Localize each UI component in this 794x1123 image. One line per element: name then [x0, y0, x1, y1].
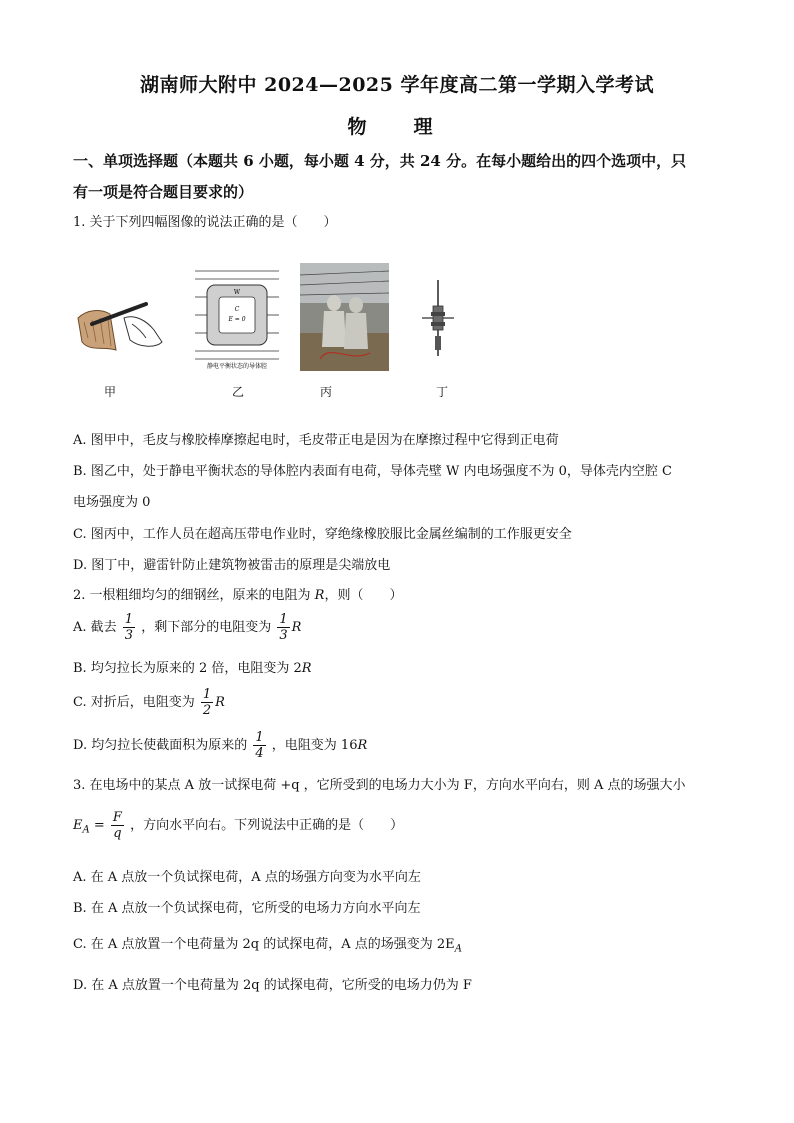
q2-a-text: A. 截去 — [73, 620, 117, 635]
yi-label-c: C — [234, 306, 240, 313]
figure-jia-image — [76, 290, 168, 360]
q1-option-b-line2: 电场强度为 0 — [73, 495, 151, 510]
subject-title: 物 理 — [347, 116, 447, 138]
q2-c-var: R — [215, 695, 225, 710]
q2-d-fraction — [253, 730, 265, 761]
q1-option-b-line1: B. 图乙中，处于静电平衡状态的导体腔内表面有电荷，导体壳壁 W 内电场强度不为 0，导体壳内空腔 C — [73, 464, 672, 479]
q3-eq-lhs: E — [73, 818, 83, 833]
q2-d-num: 1 — [255, 730, 264, 745]
q3-option-c-sub: A — [454, 943, 462, 955]
q2-c-num: 1 — [202, 687, 212, 702]
figure-ding-lightning-rod — [418, 278, 458, 360]
q2-a-den2: 3 — [279, 628, 288, 643]
figure-yi-diagram — [193, 263, 283, 371]
q2-stem-var: R — [314, 588, 325, 603]
yi-label-w: W — [233, 289, 241, 296]
q2-option-b — [73, 660, 312, 678]
q2-a-num: 1 — [124, 612, 134, 627]
q3-eq-num: F — [112, 810, 122, 825]
q2-stem — [73, 587, 402, 605]
q3-eq-den: q — [113, 826, 122, 841]
q2-option-d — [73, 730, 367, 761]
q2-c-den: 2 — [202, 703, 212, 718]
q3-stem-line2-text: ，方向水平向右。下列说法中正确的是（ ） — [130, 818, 404, 833]
section-heading-line2: 有一项是符合题目要求的） — [73, 183, 254, 201]
q2-d-var: R — [357, 738, 368, 753]
q3-option-c — [73, 936, 462, 959]
q2-b-var: R — [301, 661, 312, 676]
q3-option-c-text: C. 在 A 点放置一个电荷量为 2q 的试探电荷，A 点的场强变为 2E — [73, 937, 455, 952]
caption-yi: 乙 — [232, 385, 245, 399]
q2-a-den: 3 — [124, 628, 134, 643]
q2-a-mid: ，剩下部分的电阻变为 — [141, 620, 272, 635]
q2-option-a — [73, 612, 301, 643]
q2-d-end: ，电阻变为 16 — [271, 738, 358, 753]
q2-d-den: 4 — [255, 746, 264, 761]
q1-option-c: C. 图丙中，工作人员在超高压带电作业时，穿绝缘橡胶服比金属丝编制的工作服更安全 — [73, 527, 572, 542]
q1-option-a: A. 图甲中，毛皮与橡胶棒摩擦起电时，毛皮带正电是因为在摩擦过程中它得到正电荷 — [73, 433, 559, 448]
q2-stem-end: ，则（ ） — [324, 588, 403, 603]
q1-stem: 1. 关于下列四幅图像的说法正确的是（ ） — [73, 215, 337, 230]
caption-ding: 丁 — [436, 385, 449, 399]
q2-stem-text: 2. 一根粗细均匀的细钢丝，原来的电阻为 — [73, 588, 315, 603]
q3-stem-line2 — [73, 810, 403, 841]
q2-b-text: B. 均匀拉长为原来的 2 倍，电阻变为 2 — [73, 661, 302, 676]
yi-caption: 静电平衡状态的导体腔 — [206, 363, 268, 370]
q2-a-fraction — [123, 612, 135, 643]
q3-option-d: D. 在 A 点放置一个电荷量为 2q 的试探电荷，它所受的电场力仍为 F — [73, 978, 472, 993]
q3-option-a: A. 在 A 点放一个负试探电荷，A 点的场强方向变为水平向左 — [73, 870, 421, 885]
q2-a-num2: 1 — [279, 612, 288, 627]
section-heading-line1: 一、单项选择题（本题共 6 小题，每小题 4 分，共 24 分。在每小题给出的四个选项中，只 — [73, 152, 687, 170]
q2-a-fraction2 — [277, 612, 289, 643]
q2-c-fraction — [201, 687, 213, 718]
q3-eq-sub: A — [82, 824, 90, 836]
q2-a-var: R — [291, 620, 302, 635]
q1-option-d: D. 图丁中，避雷针防止建筑物被雷击的原理是尖端放电 — [73, 558, 391, 573]
yi-label-e: E = 0 — [228, 316, 246, 323]
exam-title: 湖南师大附中 2024—2025 学年度高二第一学期入学考试 — [140, 74, 654, 96]
q3-eq-sign: = — [89, 818, 109, 833]
figure-bing-photo — [300, 263, 389, 371]
q2-d-text: D. 均匀拉长使截面积为原来的 — [73, 738, 248, 753]
q2-c-text: C. 对折后，电阻变为 — [73, 695, 195, 710]
q2-option-c — [73, 687, 225, 718]
caption-bing: 丙 — [320, 385, 333, 399]
q3-eq-fraction — [111, 810, 124, 841]
q3-option-b: B. 在 A 点放一个负试探电荷，它所受的电场力方向水平向左 — [73, 901, 421, 916]
caption-jia: 甲 — [104, 385, 117, 399]
q3-stem-line1: 3. 在电场中的某点 A 放一试探电荷 +q ，它所受到的电场力大小为 F，方向水平向右，则 A 点的场强大小 — [73, 778, 686, 793]
